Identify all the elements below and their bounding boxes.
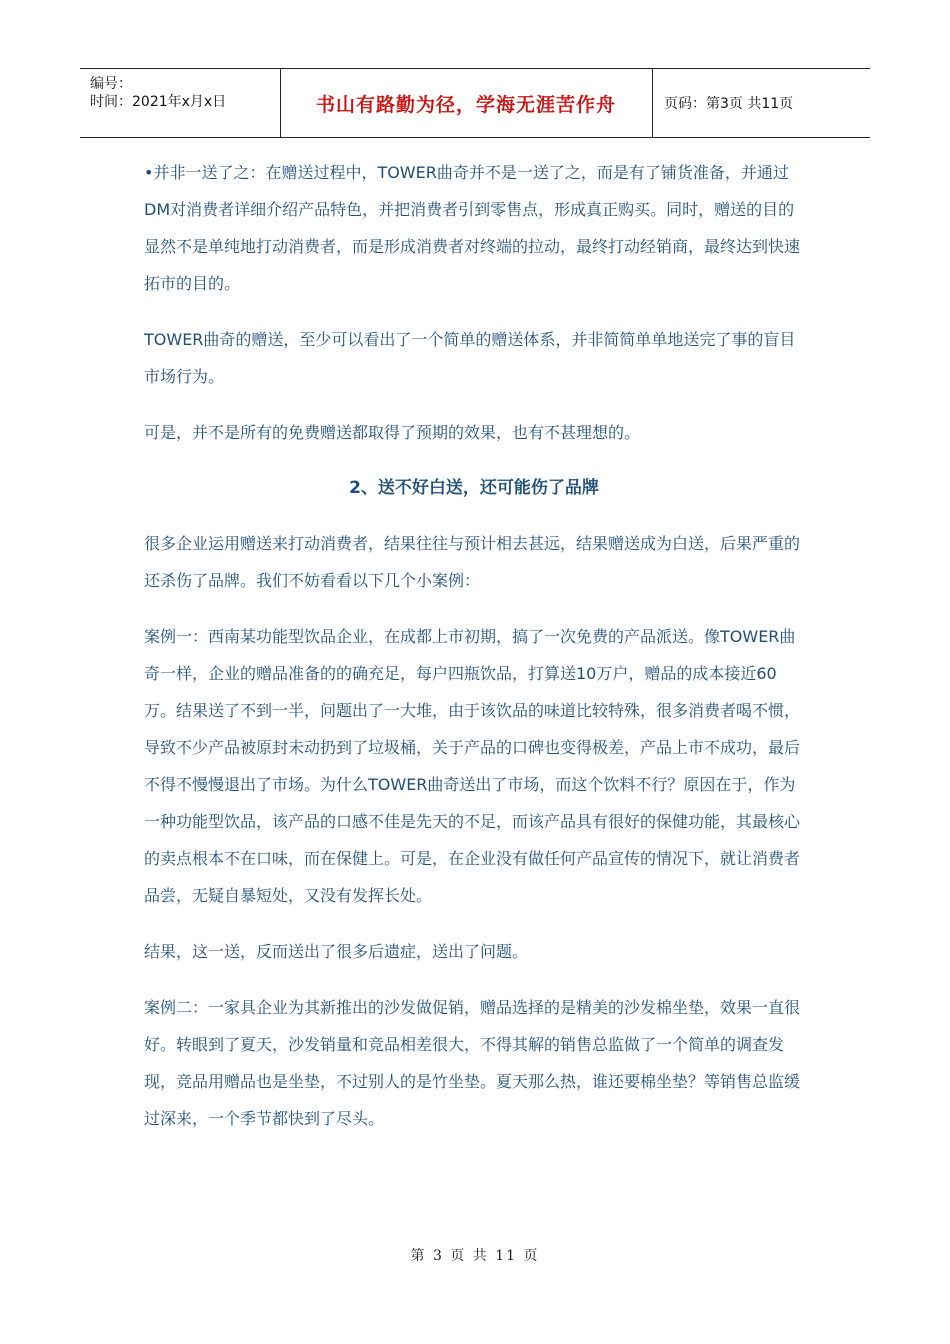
document-number-label: 编号： bbox=[90, 76, 132, 92]
paragraph: 结果，这一送，反而送出了很多后遗症，送出了问题。 bbox=[144, 942, 529, 961]
header-meta-cell bbox=[80, 69, 281, 137]
section-heading: 2、送不好白送，还可能伤了品牌 bbox=[349, 478, 599, 498]
paragraph: 很多企业运用赠送来打动消费者，结果往往与预计相去甚远，结果赠送成为白送，后果严重的还杀伤了品牌。我们不妨看看以下几个小案例： bbox=[144, 534, 801, 590]
header-page-cell bbox=[652, 69, 870, 137]
header-page-info: 页码：第3页 共11页 bbox=[664, 96, 794, 112]
document-date-label: 时间：2021年x月x日 bbox=[90, 94, 227, 110]
paragraph: 案例一：西南某功能型饮品企业，在成都上市初期，搞了一次免费的产品派送。像TOWER曲奇一样，企业的赠品准备的的确充足，每户四瓶饮品，打算送10万户，赠品的成本接近60万。结果送了不到一半，问题出了一大堆，由于该饮品的味道比较特殊，很多消费者喝不惯，导致不少产品被原封未动扔到了垃圾桶，关于产品的口碑也变得极差，产品上市不成功，最后不得不慢慢退出了市场。为什么TOWER曲奇送出了市场，而这个饮料不行？原因在于，作为一种功能型饮品，该产品的口感不佳是先天的不足，而该产品具有很好的保健功能，其最核心的卖点根本不在口味，而在保健上。可是，在企业没有做任何产品宣传的情况下，就让消费者品尝，无疑自暴短处，又没有发挥长处。 bbox=[144, 627, 801, 905]
header-motto-cell bbox=[280, 69, 653, 137]
document-body bbox=[144, 154, 804, 1156]
paragraph: TOWER曲奇的赠送，至少可以看出了一个简单的赠送体系，并非简简单单地送完了事的盲目市场行为。 bbox=[144, 330, 796, 386]
page-header bbox=[80, 68, 870, 138]
paragraph: 可是，并不是所有的免费赠送都取得了预期的效果，也有不甚理想的。 bbox=[144, 423, 641, 442]
paragraph: 案例二：一家具企业为其新推出的沙发做促销，赠品选择的是精美的沙发棉坐垫，效果一直很好。转眼到了夏天，沙发销量和竞品相差很大，不得其解的销售总监做了一个简单的调查发现，竞品用赠品也是坐垫，不过别人的是竹坐垫。夏天那么热，谁还要棉坐垫？等销售总监缓过深来，一个季节都快到了尽头。 bbox=[144, 998, 801, 1128]
header-motto: 书山有路勤为径，学海无涯苦作舟 bbox=[315, 93, 616, 116]
page-footer: 第 3 页 共 11 页 bbox=[410, 1248, 540, 1264]
paragraph: •并非一送了之：在赠送过程中，TOWER曲奇并不是一送了之，而是有了铺货准备，并通过DM对消费者详细介绍产品特色，并把消费者引到零售点，形成真正购买。同时，赠送的目的显然不是单纯地打动消费者，而是形成消费者对终端的拉动，最终打动经销商，最终达到快速拓市的目的。 bbox=[144, 163, 801, 293]
